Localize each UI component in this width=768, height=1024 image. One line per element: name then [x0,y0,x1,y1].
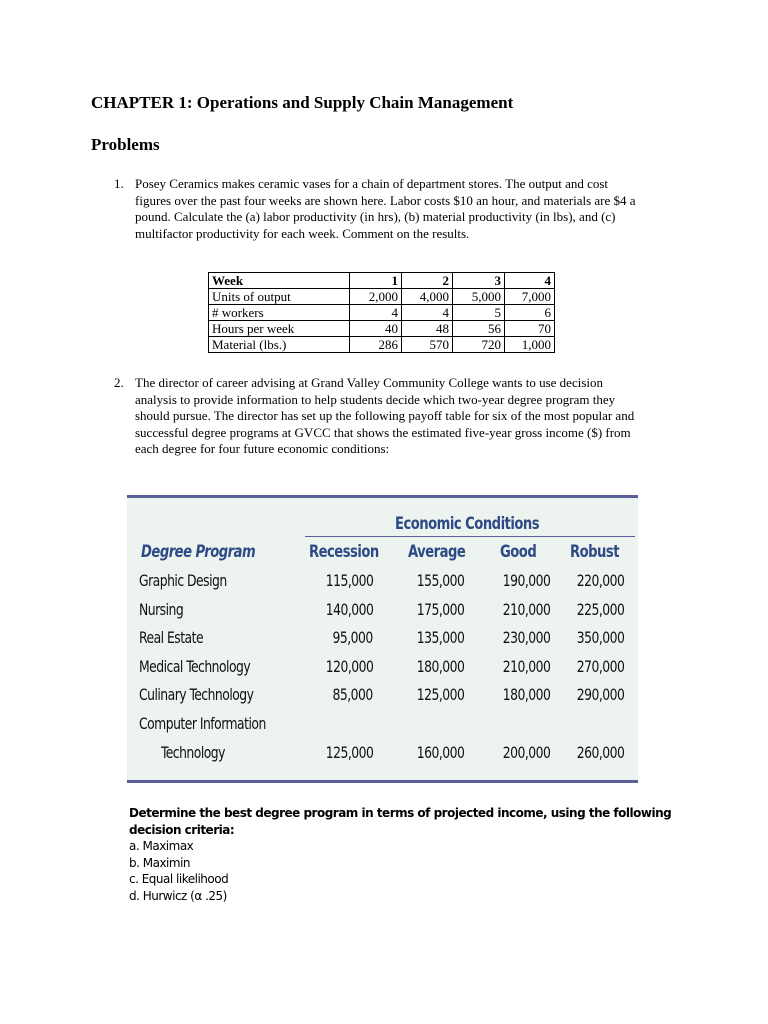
payoff-value: 175,000 [416,600,464,619]
payoff-value: 160,000 [416,743,464,762]
table-cell: 5 [453,305,505,321]
problem-2-line: The director of career advising at Grand Valley Community College wants to use decision [135,375,603,390]
row-label: # workers [209,305,350,321]
payoff-value: 200,000 [502,743,550,762]
table-row [209,305,555,321]
payoff-value: 125,000 [416,685,464,704]
program-name: Computer Information [139,714,266,733]
problem-1-text [135,176,678,242]
problem-1-line: multifactor productivity for each week. Comment on the results. [135,225,470,241]
payoff-value: 120,000 [325,657,373,676]
payoff-value: 210,000 [502,657,550,676]
table-cell: 4 [350,305,402,321]
week-header: Week [209,273,350,289]
payoff-value: 225,000 [576,600,624,619]
problem-1-number: 1. [114,176,124,191]
table-cell: 40 [350,321,402,337]
average-header: Average [408,542,466,562]
problem-2-number: 2. [114,375,124,390]
payoff-value: 140,000 [325,600,373,619]
week-1-header: 1 [350,273,402,289]
economic-conditions-header: Economic Conditions [395,514,540,534]
criteria-item: a. Maximax [129,839,194,853]
program-name: Culinary Technology [139,685,254,704]
recession-header: Recession [309,542,379,562]
table-cell: 7,000 [505,289,555,305]
robust-header: Robust [570,542,619,562]
table-cell: 2,000 [350,289,402,305]
program-name-continued: Technology [161,743,225,762]
week-2-header: 2 [402,273,453,289]
table-header-row [209,273,555,289]
problem-2-line: should pursue. The director has set up the following payoff table for six of the most popular and [135,408,635,423]
problem-2-line: each degree for four future economic conditions: [135,441,390,456]
table-cell: 4,000 [402,289,453,305]
payoff-value: 135,000 [416,628,464,647]
week-data-table [208,272,555,353]
section-title: Problems [91,135,160,154]
table-cell: 48 [402,321,453,337]
payoff-value: 230,000 [502,628,550,647]
decision-criteria [129,805,672,904]
table-cell: 56 [453,321,505,337]
payoff-value: 220,000 [576,571,624,590]
table-cell: 4 [402,305,453,321]
payoff-value: 180,000 [416,657,464,676]
payoff-value: 180,000 [502,685,550,704]
problem-2-line: analysis to provide information to help students decide which two-year degree program they [135,391,616,407]
table-row [209,289,555,305]
table-row [209,321,555,337]
header-rule [305,536,635,537]
payoff-value: 270,000 [576,657,624,676]
criteria-item: d. Hurwicz (α .25) [129,888,227,903]
row-label: Material (lbs.) [209,337,350,353]
payoff-value: 155,000 [416,571,464,590]
table-cell: 570 [402,337,453,353]
program-name: Real Estate [139,628,204,647]
payoff-value: 190,000 [502,571,550,590]
problem-2-line: successful degree programs at GVCC that shows the estimated five-year gross income ($) from [135,424,631,440]
chapter-title: CHAPTER 1: Operations and Supply Chain Management [91,93,514,112]
problem-1-line: figures over the past four weeks are shown here. Labor costs $10 an hour, and materials are $4 a [135,192,636,208]
criteria-item: c. Equal likelihood [129,872,229,886]
problem-2-text [135,375,678,458]
table-cell: 720 [453,337,505,353]
payoff-table [127,495,638,783]
payoff-value: 350,000 [576,628,624,647]
week-4-header: 4 [505,273,555,289]
table-row [209,337,555,353]
payoff-value: 85,000 [332,685,373,704]
criteria-item: b. Maximin [129,855,191,870]
table-cell: 286 [350,337,402,353]
degree-program-header: Degree Program [141,542,256,562]
week-3-header: 3 [453,273,505,289]
table-cell: 70 [505,321,555,337]
row-label: Units of output [209,289,350,305]
payoff-value: 260,000 [576,743,624,762]
problem-1-line: Posey Ceramics makes ceramic vases for a chain of department stores. The output and cost [135,176,609,191]
payoff-value: 115,000 [325,571,373,590]
row-label: Hours per week [209,321,350,337]
payoff-value: 125,000 [325,743,373,762]
program-name: Nursing [139,600,184,619]
program-name: Graphic Design [139,571,227,590]
problem-1-line: pound. Calculate the (a) labor productivity (in hrs), (b) material productivity (in lbs), and (c) [135,209,616,224]
criteria-intro: decision criteria: [129,822,235,837]
table-cell: 1,000 [505,337,555,353]
payoff-value: 290,000 [576,685,624,704]
program-name: Medical Technology [139,657,251,676]
good-header: Good [500,542,537,562]
table-cell: 5,000 [453,289,505,305]
criteria-intro: Determine the best degree program in terms of projected income, using the following [129,806,672,820]
payoff-value: 95,000 [332,628,373,647]
table-cell: 6 [505,305,555,321]
payoff-value: 210,000 [502,600,550,619]
